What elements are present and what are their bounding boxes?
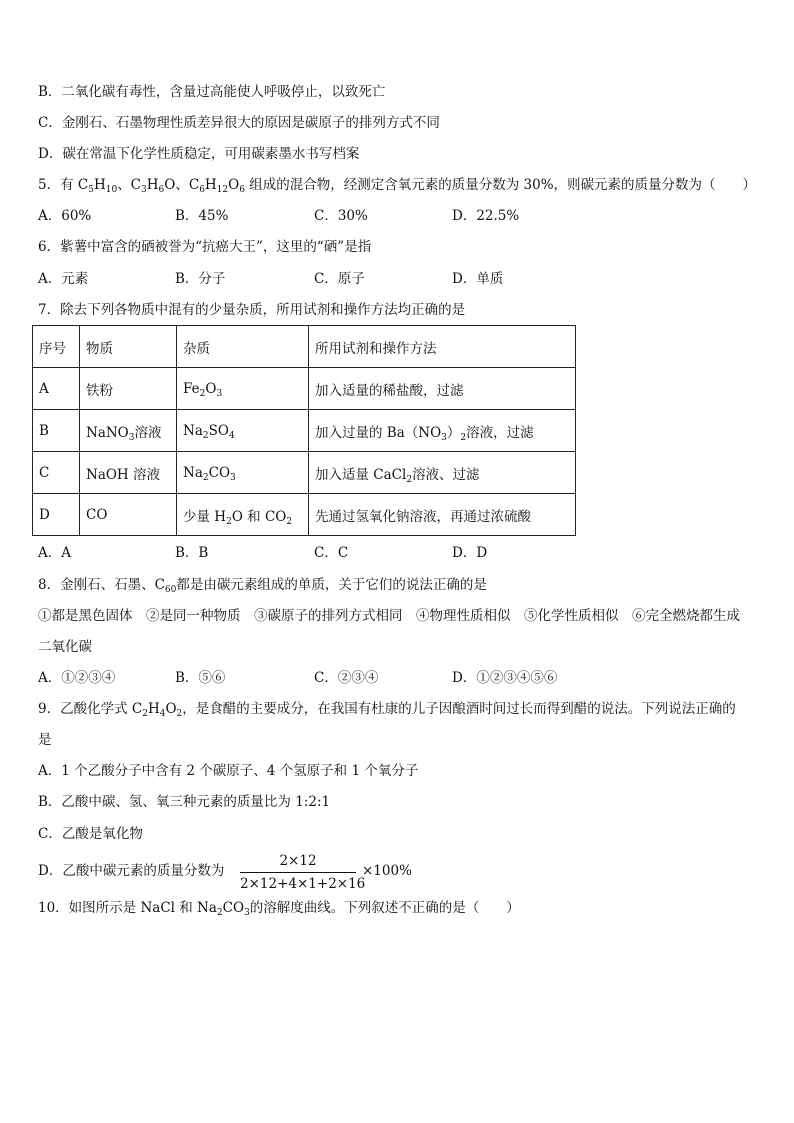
q4-option-d: D．碳在常温下化学性质稳定，可用碳素墨水书写档案 [38, 146, 360, 162]
q6-option-c: C．原子 [314, 271, 365, 287]
q8-stem: 8．金刚石、石墨、$C_{60}$都是由碳元素组成的单质，关于它们的说法正确的是 [38, 577, 487, 595]
table-row [33, 368, 576, 410]
q7-option-a: A．A [38, 545, 71, 561]
table-cell: $Na_2CO_3$ [177, 452, 309, 494]
table-cell: 少量 $H_2O$ 和 $CO_2$ [177, 494, 309, 536]
q8-option-c: C．②③④ [314, 670, 379, 686]
table-row [33, 494, 576, 536]
table-header-cell: 物质 [80, 326, 177, 368]
table-cell: 加入适量 CaCl$_2$溶液、过滤 [309, 452, 576, 494]
q9-stem-cont: 是 [38, 732, 52, 748]
table-cell: 加入过量的 $Ba(NO_3)_2$溶液，过滤 [309, 410, 576, 452]
table-cell: D [33, 494, 80, 536]
table-cell: B [33, 410, 80, 452]
q9-option-d-suffix: ×100% [362, 863, 412, 879]
q7-option-b: B．B [175, 545, 209, 561]
q9-option-a: A．1 个乙酸分子中含有 2 个碳原子、4 个氢原子和 1 个氧分子 [38, 763, 419, 779]
q7-option-c: C．C [314, 545, 349, 561]
q8-option-d: D．①②③④⑤⑥ [452, 670, 558, 686]
q5-option-c: C．30% [314, 208, 368, 224]
q5-option-d: D．22.5% [452, 208, 520, 224]
q5-stem: 5．有 $C_5H_{10}$、$C_3H_6O$、$C_6H_{12}O_6$ 组成的混合物，经测定含氧元素的质量分数为 30%，则碳元素的质量分数为（ ） [38, 177, 757, 195]
q8-option-a: A．①②③④ [38, 670, 116, 686]
table-cell: NaOH 溶液 [80, 452, 177, 494]
q7-stem: 7．除去下列各物质中混有的少量杂质，所用试剂和操作方法均正确的是 [38, 302, 466, 318]
q8-statements: ①都是黑色固体 ②是同一种物质 ③碳原子的排列方式相同 ④物理性质相似 ⑤化学性质相似 ⑥完全燃烧都生成 [38, 608, 740, 624]
fraction-denominator: 2×12+4×1+2×16 [240, 876, 366, 892]
table-row [33, 410, 576, 452]
q6-stem: 6．紫薯中富含的硒被誉为“抗癌大王”，这里的“硒”是指 [38, 239, 372, 255]
table-cell: NaNO$_3$溶液 [80, 410, 177, 452]
q6-option-d: D．单质 [452, 271, 504, 287]
q9-fraction [240, 852, 366, 893]
table-header-cell: 所用试剂和操作方法 [309, 326, 576, 368]
table-cell: $Fe_2O_3$ [177, 368, 309, 410]
q7-table [32, 325, 576, 536]
table-row [33, 452, 576, 494]
table-cell: 铁粉 [80, 368, 177, 410]
table-cell: 加入适量的稀盐酸，过滤 [309, 368, 576, 410]
q9-option-d: D．乙酸中碳元素的质量分数为 [38, 863, 225, 879]
q9-option-b: B．乙酸中碳、氢、氧三种元素的质量比为 1:2:1 [38, 794, 331, 810]
q5-option-a: A．60% [38, 208, 92, 224]
table-cell: A [33, 368, 80, 410]
table-cell: C [33, 452, 80, 494]
q6-option-b: B．分子 [175, 271, 226, 287]
q5-option-b: B．45% [175, 208, 229, 224]
q10-stem: 10．如图所示是 NaCl 和 $Na_2CO_3$的溶解度曲线。下列叙述不正确的是（ ） [38, 900, 520, 918]
table-cell: 先通过氢氧化钠溶液，再通过浓硫酸 [309, 494, 576, 536]
table-header-cell: 杂质 [177, 326, 309, 368]
q8-option-b: B．⑤⑥ [175, 670, 226, 686]
q8-statements-cont: 二氧化碳 [38, 639, 92, 655]
table-cell: $Na_2SO_4$ [177, 410, 309, 452]
table-header-cell: 序号 [33, 326, 80, 368]
fraction-numerator: 2×12 [279, 853, 317, 869]
table-header-row [33, 326, 576, 368]
q9-stem: 9．乙酸化学式 $C_2H_4O_2$，是食醋的主要成分，在我国有杜康的儿子因酿酒时间过长而得到醋的说法。下列说法正确的 [38, 701, 736, 719]
q4-option-b: B．二氧化碳有毒性，含量过高能使人呼吸停止，以致死亡 [38, 84, 386, 100]
fraction-bar [240, 872, 356, 873]
table-cell: CO [80, 494, 177, 536]
q6-option-a: A．元素 [38, 271, 89, 287]
q7-option-d: D．D [452, 545, 488, 561]
q4-option-c: C．金刚石、石墨物理性质差异很大的原因是碳原子的排列方式不同 [38, 115, 440, 131]
q9-option-c: C．乙酸是氧化物 [38, 826, 143, 842]
